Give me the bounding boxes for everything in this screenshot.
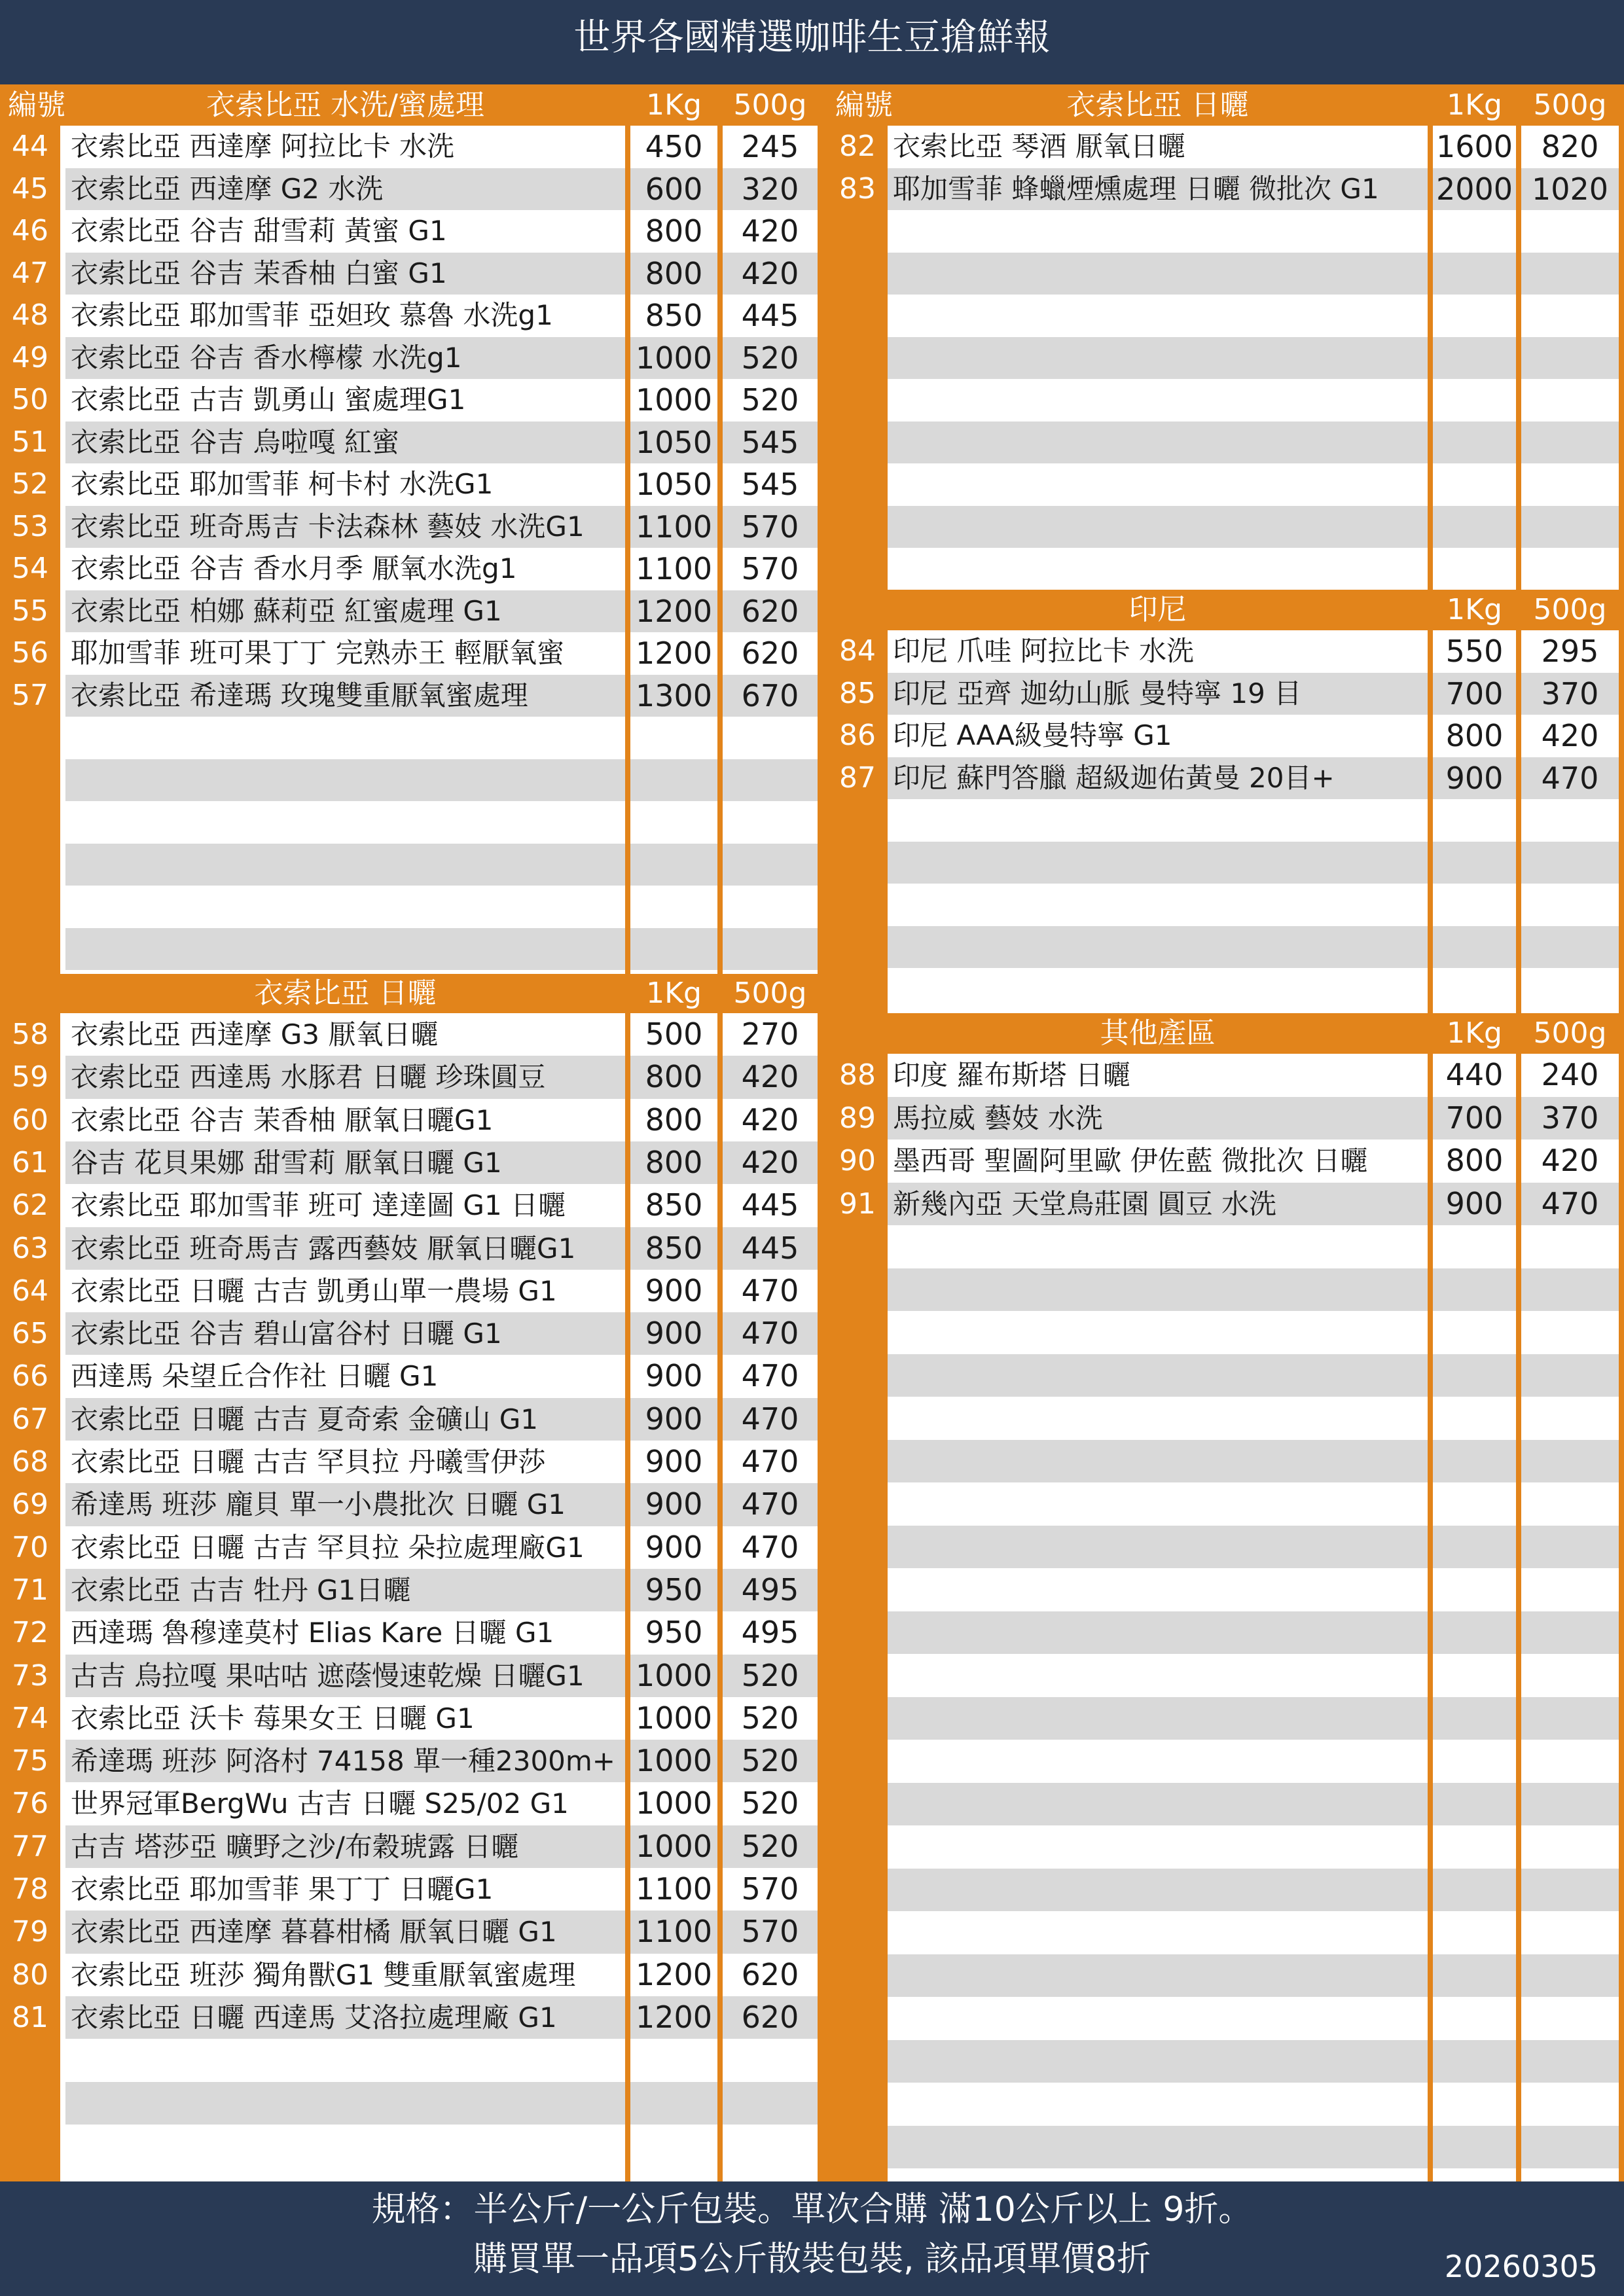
item-name: 衣索比亞 谷吉 烏啦嘎 紅蜜 [71,425,400,458]
item-name: 希達馬 班莎 龐貝 單一小農批次 日曬 G1 [71,1488,566,1521]
item-number: 75 [12,1744,48,1778]
row-stripe [723,759,818,802]
price-1kg: 800 [1445,1143,1504,1178]
price-1kg: 2000 [1435,171,1513,207]
row-stripe [1521,1526,1619,1569]
row-stripe [1433,842,1516,884]
row-stripe [888,253,1428,295]
row-stripe [1521,253,1619,295]
price-500g: 670 [741,677,799,713]
price-500g: 820 [1541,129,1599,164]
row-stripe [1521,2040,1619,2083]
row-stripe [630,2082,717,2125]
price-1kg: 800 [645,213,703,249]
item-number: 84 [839,634,876,668]
item-name: 衣索比亞 西達摩 G3 厭氧日曬 [71,1018,439,1050]
row-stripe [65,759,625,802]
row-stripe [65,928,625,971]
item-number: 82 [839,130,876,163]
row-stripe [723,844,818,886]
item-name: 衣索比亞 古吉 凱勇山 蜜處理G1 [71,384,466,416]
item-number: 76 [12,1787,48,1821]
price-1kg: 440 [1445,1057,1504,1092]
row-stripe [1521,842,1619,884]
item-number: 91 [839,1187,876,1221]
item-name: 衣索比亞 耶加雪菲 班可 達達圖 G1 日曬 [71,1189,566,1222]
price-500g: 470 [741,1272,799,1308]
price-500g: 470 [741,1444,799,1479]
price-1kg: 1200 [635,636,713,671]
price-1kg: 900 [645,1444,703,1479]
price-1kg: 450 [645,129,703,164]
price-1kg: 1600 [1435,129,1513,164]
price-1kg: 950 [645,1571,703,1607]
item-name: 衣索比亞 柏娜 蘇莉亞 紅蜜處理 G1 [71,594,502,627]
price-1kg: 1000 [635,1657,713,1693]
column-header-1kg: 1Kg [1447,593,1502,626]
item-name: 衣索比亞 耶加雪菲 亞妲玫 慕魯 水洗g1 [71,299,553,331]
price-500g: 545 [741,467,799,502]
item-name: 衣索比亞 西達馬 水豚君 日曬 珍珠圓豆 [71,1061,546,1094]
row-stripe [888,422,1428,464]
price-500g: 520 [741,382,799,418]
price-1kg: 1000 [635,340,713,376]
item-name: 墨西哥 聖圖阿里歐 伊佐藍 微批次 日曬 [893,1145,1368,1177]
item-name: 印尼 亞齊 迦幼山脈 曼特寧 19 目 [893,677,1302,709]
price-1kg: 900 [1445,1185,1504,1221]
item-name: 衣索比亞 日曬 古吉 凱勇山單一農場 G1 [71,1274,557,1307]
price-500g: 470 [741,1486,799,1522]
item-name: 印尼 爪哇 阿拉比卡 水洗 [893,635,1195,667]
price-1kg: 900 [645,1272,703,1308]
row-stripe [1521,2126,1619,2169]
item-number: 58 [12,1018,48,1051]
price-1kg: 700 [1445,675,1504,711]
item-name: 古吉 塔莎亞 曠野之沙/布穀琥露 日曬 [71,1830,519,1863]
price-500g: 245 [741,129,799,164]
price-1kg: 1300 [635,677,713,713]
price-500g: 620 [741,1999,799,2035]
item-name: 衣索比亞 日曬 古吉 罕貝拉 朵拉處理廠G1 [71,1531,585,1564]
column-header-500g: 500g [1533,593,1607,626]
row-stripe [888,1783,1428,1826]
item-number: 46 [12,214,48,247]
price-500g: 570 [741,509,799,545]
price-1kg: 550 [1445,634,1504,669]
row-stripe [888,506,1428,548]
item-name: 印尼 AAA級曼特寧 G1 [893,719,1172,751]
item-number: 56 [12,636,48,670]
price-500g: 240 [1541,1057,1599,1092]
row-stripe [1433,1954,1516,1998]
price-1kg: 1000 [635,1700,713,1736]
price-500g: 420 [1541,718,1599,753]
item-name: 新幾內亞 天堂鳥莊園 圓豆 水洗 [893,1187,1277,1220]
price-500g: 620 [741,636,799,671]
price-500g: 495 [741,1571,799,1607]
item-name: 衣索比亞 班奇馬吉 露西藝妓 厭氧日曬G1 [71,1232,576,1265]
section-title: 其他產區 [1100,1016,1216,1050]
price-1kg: 800 [645,255,703,291]
row-stripe [888,1611,1428,1655]
right-half-divider [1516,84,1521,2181]
item-number: 60 [12,1103,48,1137]
item-name: 衣索比亞 谷吉 甜雪莉 黃蜜 G1 [71,215,447,247]
item-number: 74 [12,1701,48,1735]
item-number: 89 [839,1101,876,1135]
row-stripe [888,1954,1428,1998]
column-header-number: 編號 [835,88,893,122]
row-stripe [888,1526,1428,1569]
footer-date: 20260305 [1444,2249,1598,2284]
left-kg-divider [625,84,630,2181]
item-name: 印尼 蘇門答臘 超級迦佑黃曼 20目+ [893,761,1335,794]
price-500g: 620 [741,1956,799,1992]
row-stripe [630,928,717,971]
row-stripe [1433,337,1516,380]
item-number: 49 [12,340,48,374]
center-divider [818,84,827,2181]
price-500g: 320 [741,171,799,207]
row-stripe [1521,1954,1619,1998]
price-500g: 445 [741,298,799,333]
item-name: 衣索比亞 希達瑪 玫瑰雙重厭氧蜜處理 [71,679,528,711]
item-name: 耶加雪菲 班可果丁丁 完熟赤王 輕厭氧蜜 [71,637,565,669]
price-1kg: 900 [645,1486,703,1522]
price-500g: 520 [741,1743,799,1779]
item-name: 馬拉威 藝妓 水洗 [893,1102,1103,1134]
item-number: 73 [12,1659,48,1693]
column-header-number: 編號 [8,88,65,122]
price-1kg: 1000 [635,1743,713,1779]
price-500g: 520 [741,1828,799,1864]
price-500g: 470 [741,1358,799,1394]
item-name: 衣索比亞 谷吉 茉香柚 白蜜 G1 [71,257,447,289]
footer-discount-line: 購買單一品項5公斤散裝包裝, 該品項單價8折 [473,2240,1151,2279]
column-header-500g: 500g [1533,1016,1607,1050]
item-number: 90 [839,1144,876,1177]
row-stripe [723,2082,818,2125]
row-stripe [1433,1526,1516,1569]
item-name: 衣索比亞 西達摩 阿拉比卡 水洗 [71,130,455,162]
row-stripe [1521,1869,1619,1912]
right-kg-divider [1428,84,1433,2181]
item-name: 印度 羅布斯塔 日曬 [893,1059,1130,1091]
price-1kg: 800 [1445,718,1504,753]
price-1kg: 1100 [635,1871,713,1907]
price-500g: 420 [741,255,799,291]
item-number: 59 [12,1060,48,1094]
price-500g: 445 [741,1230,799,1266]
price-500g: 620 [741,593,799,629]
price-500g: 470 [741,1316,799,1352]
item-name: 衣索比亞 班奇馬吉 卡法森林 藝妓 水洗G1 [71,510,585,543]
row-stripe [1433,1783,1516,1826]
item-number: 64 [12,1274,48,1308]
price-1kg: 1100 [635,509,713,545]
page-title: 世界各國精選咖啡生豆搶鮮報 [573,16,1051,59]
item-number: 87 [839,761,876,795]
price-500g: 470 [1541,760,1599,796]
item-name: 衣索比亞 日曬 古吉 夏奇索 金礦山 G1 [71,1403,539,1435]
item-number: 57 [12,678,48,712]
item-name: 衣索比亞 日曬 西達馬 艾洛拉處理廠 G1 [71,2001,557,2034]
row-stripe [1521,506,1619,548]
row-stripe [1433,926,1516,969]
item-number: 62 [12,1189,48,1223]
price-1kg: 700 [1445,1100,1504,1136]
item-name: 西達瑪 魯穆達莫村 Elias Kare 日曬 G1 [71,1617,554,1649]
row-stripe [1521,1783,1619,1826]
price-500g: 470 [741,1529,799,1565]
item-number: 88 [839,1058,876,1092]
row-stripe [1521,1697,1619,1740]
row-stripe [65,844,625,886]
item-number: 81 [12,2000,48,2034]
right-edge [1619,84,1624,2181]
item-name: 衣索比亞 班莎 獨角獸G1 雙重厭氧蜜處理 [71,1958,576,1991]
price-500g: 470 [1541,1185,1599,1221]
item-name: 衣索比亞 日曬 古吉 罕貝拉 丹曦雪伊莎 [71,1446,546,1478]
price-500g: 520 [741,1785,799,1821]
row-stripe [1433,2126,1516,2169]
row-stripe [1433,422,1516,464]
section-title: 衣索比亞 水洗/蜜處理 [206,88,484,122]
section-title: 衣索比亞 日曬 [1066,88,1249,122]
item-name: 衣索比亞 谷吉 碧山富谷村 日曬 G1 [71,1318,502,1350]
row-stripe [1521,1440,1619,1483]
price-1kg: 1050 [635,424,713,460]
item-name: 衣索比亞 琴酒 厭氧日曬 [893,130,1185,162]
item-name: 谷吉 花貝果娜 甜雪莉 厭氧日曬 G1 [71,1146,502,1179]
item-name: 耶加雪菲 蜂蠟煙燻處理 日曬 微批次 G1 [893,172,1379,205]
item-number: 55 [12,594,48,628]
row-stripe [1433,1697,1516,1740]
price-500g: 420 [741,1144,799,1180]
column-header-500g: 500g [733,88,807,122]
row-stripe [888,1354,1428,1397]
price-1kg: 900 [645,1401,703,1437]
price-1kg: 1050 [635,467,713,502]
item-number: 71 [12,1573,48,1607]
item-name: 衣索比亞 谷吉 茉香柚 厭氧日曬G1 [71,1103,494,1136]
row-stripe [1433,506,1516,548]
price-1kg: 1000 [635,1785,713,1821]
price-1kg: 500 [645,1016,703,1052]
row-stripe [1433,253,1516,295]
price-1kg: 950 [645,1615,703,1651]
price-500g: 420 [741,1102,799,1138]
price-500g: 545 [741,424,799,460]
item-number: 68 [12,1445,48,1479]
price-1kg: 850 [645,298,703,333]
row-stripe [1433,1354,1516,1397]
price-1kg: 1200 [635,1956,713,1992]
price-500g: 420 [1541,1143,1599,1178]
row-stripe [1433,2040,1516,2083]
row-stripe [630,759,717,802]
item-number: 69 [12,1488,48,1522]
row-stripe [1433,1268,1516,1312]
page-header [0,0,1624,84]
price-1kg: 1000 [635,382,713,418]
price-500g: 445 [741,1187,799,1223]
row-stripe [65,2082,625,2125]
price-500g: 570 [741,1914,799,1950]
price-500g: 470 [741,1401,799,1437]
price-1kg: 900 [645,1529,703,1565]
price-1kg: 1100 [635,551,713,586]
item-name: 希達瑪 班莎 阿洛村 74158 單一種2300m+ [71,1745,616,1778]
row-stripe [888,1268,1428,1312]
item-name: 衣索比亞 谷吉 香水檸檬 水洗g1 [71,341,462,374]
price-500g: 270 [741,1016,799,1052]
column-header-1kg: 1Kg [646,88,702,122]
price-500g: 295 [1541,634,1599,669]
row-stripe [1433,1869,1516,1912]
row-stripe [1433,1611,1516,1655]
row-stripe [888,2040,1428,2083]
item-number: 70 [12,1530,48,1564]
item-number: 45 [12,171,48,206]
item-number: 78 [12,1873,48,1906]
item-number: 72 [12,1616,48,1650]
row-stripe [1521,337,1619,380]
price-500g: 370 [1541,1100,1599,1136]
price-1kg: 1100 [635,1914,713,1950]
item-name: 衣索比亞 西達摩 暮暮柑橘 厭氧日曬 G1 [71,1916,557,1948]
price-500g: 420 [741,1059,799,1095]
item-number: 79 [12,1915,48,1949]
column-header-1kg: 1Kg [1447,88,1502,122]
item-name: 西達馬 朵望丘合作社 日曬 G1 [71,1360,439,1393]
item-number: 86 [839,719,876,752]
page-footer [0,2181,1624,2296]
item-name: 世界冠軍BergWu 古吉 日曬 S25/02 G1 [71,1787,569,1820]
row-stripe [888,337,1428,380]
row-stripe [888,1869,1428,1912]
item-number: 77 [12,1829,48,1863]
price-500g: 570 [741,1871,799,1907]
item-name: 衣索比亞 沃卡 莓果女王 日曬 G1 [71,1702,475,1734]
price-500g: 1020 [1531,171,1609,207]
item-number: 54 [12,552,48,585]
price-1kg: 1200 [635,1999,713,2035]
section-title: 衣索比亞 日曬 [254,977,437,1010]
price-1kg: 800 [645,1059,703,1095]
price-1kg: 800 [645,1102,703,1138]
price-500g: 520 [741,1700,799,1736]
item-number: 44 [12,130,48,163]
footer-spec-line: 規格：半公斤/一公斤包裝。單次合購 滿10公斤以上 9折。 [371,2190,1253,2229]
row-stripe [888,1697,1428,1740]
row-stripe [888,926,1428,969]
item-number: 61 [12,1145,48,1179]
item-name: 古吉 烏拉嘎 果咕咕 遮蔭慢速乾燥 日曬G1 [71,1659,585,1692]
price-500g: 520 [741,340,799,376]
price-500g: 495 [741,1615,799,1651]
item-number: 66 [12,1359,48,1393]
item-number: 53 [12,509,48,543]
item-number: 48 [12,298,48,332]
column-header-500g: 500g [733,977,807,1010]
row-stripe [888,1440,1428,1483]
price-1kg: 850 [645,1230,703,1266]
price-500g: 570 [741,551,799,586]
price-500g: 520 [741,1657,799,1693]
row-stripe [888,2126,1428,2169]
item-name: 衣索比亞 谷吉 香水月季 厭氧水洗g1 [71,552,517,584]
row-stripe [888,842,1428,884]
item-number: 63 [12,1231,48,1265]
price-500g: 420 [741,213,799,249]
section-title: 印尼 [1128,593,1187,626]
row-stripe [1521,1268,1619,1312]
column-header-1kg: 1Kg [646,977,702,1010]
item-number: 83 [839,171,876,206]
price-1kg: 1000 [635,1828,713,1864]
item-number: 47 [12,256,48,290]
row-stripe [1521,1611,1619,1655]
row-stripe [723,928,818,971]
row-stripe [1521,926,1619,969]
item-name: 衣索比亞 耶加雪菲 果丁丁 日曬G1 [71,1873,494,1905]
item-number: 52 [12,467,48,501]
row-stripe [1521,1354,1619,1397]
item-number: 65 [12,1317,48,1351]
item-name: 衣索比亞 西達摩 G2 水洗 [71,172,384,205]
price-1kg: 900 [645,1316,703,1352]
item-name: 衣索比亞 古吉 牡丹 G1日曬 [71,1573,411,1606]
price-1kg: 900 [645,1358,703,1394]
price-1kg: 1200 [635,593,713,629]
price-1kg: 850 [645,1187,703,1223]
column-header-1kg: 1Kg [1447,1016,1502,1050]
item-number: 50 [12,383,48,416]
left-half-divider [717,84,723,2181]
price-500g: 370 [1541,675,1599,711]
price-1kg: 800 [645,1144,703,1180]
item-name: 衣索比亞 耶加雪菲 柯卡村 水洗G1 [71,468,494,500]
column-header-500g: 500g [1533,88,1607,122]
price-1kg: 600 [645,171,703,207]
item-number: 51 [12,425,48,459]
row-stripe [630,844,717,886]
row-stripe [1433,1440,1516,1483]
price-1kg: 900 [1445,760,1504,796]
item-number: 67 [12,1402,48,1436]
item-number: 85 [839,676,876,710]
row-stripe [1521,422,1619,464]
item-number: 80 [12,1958,48,1992]
